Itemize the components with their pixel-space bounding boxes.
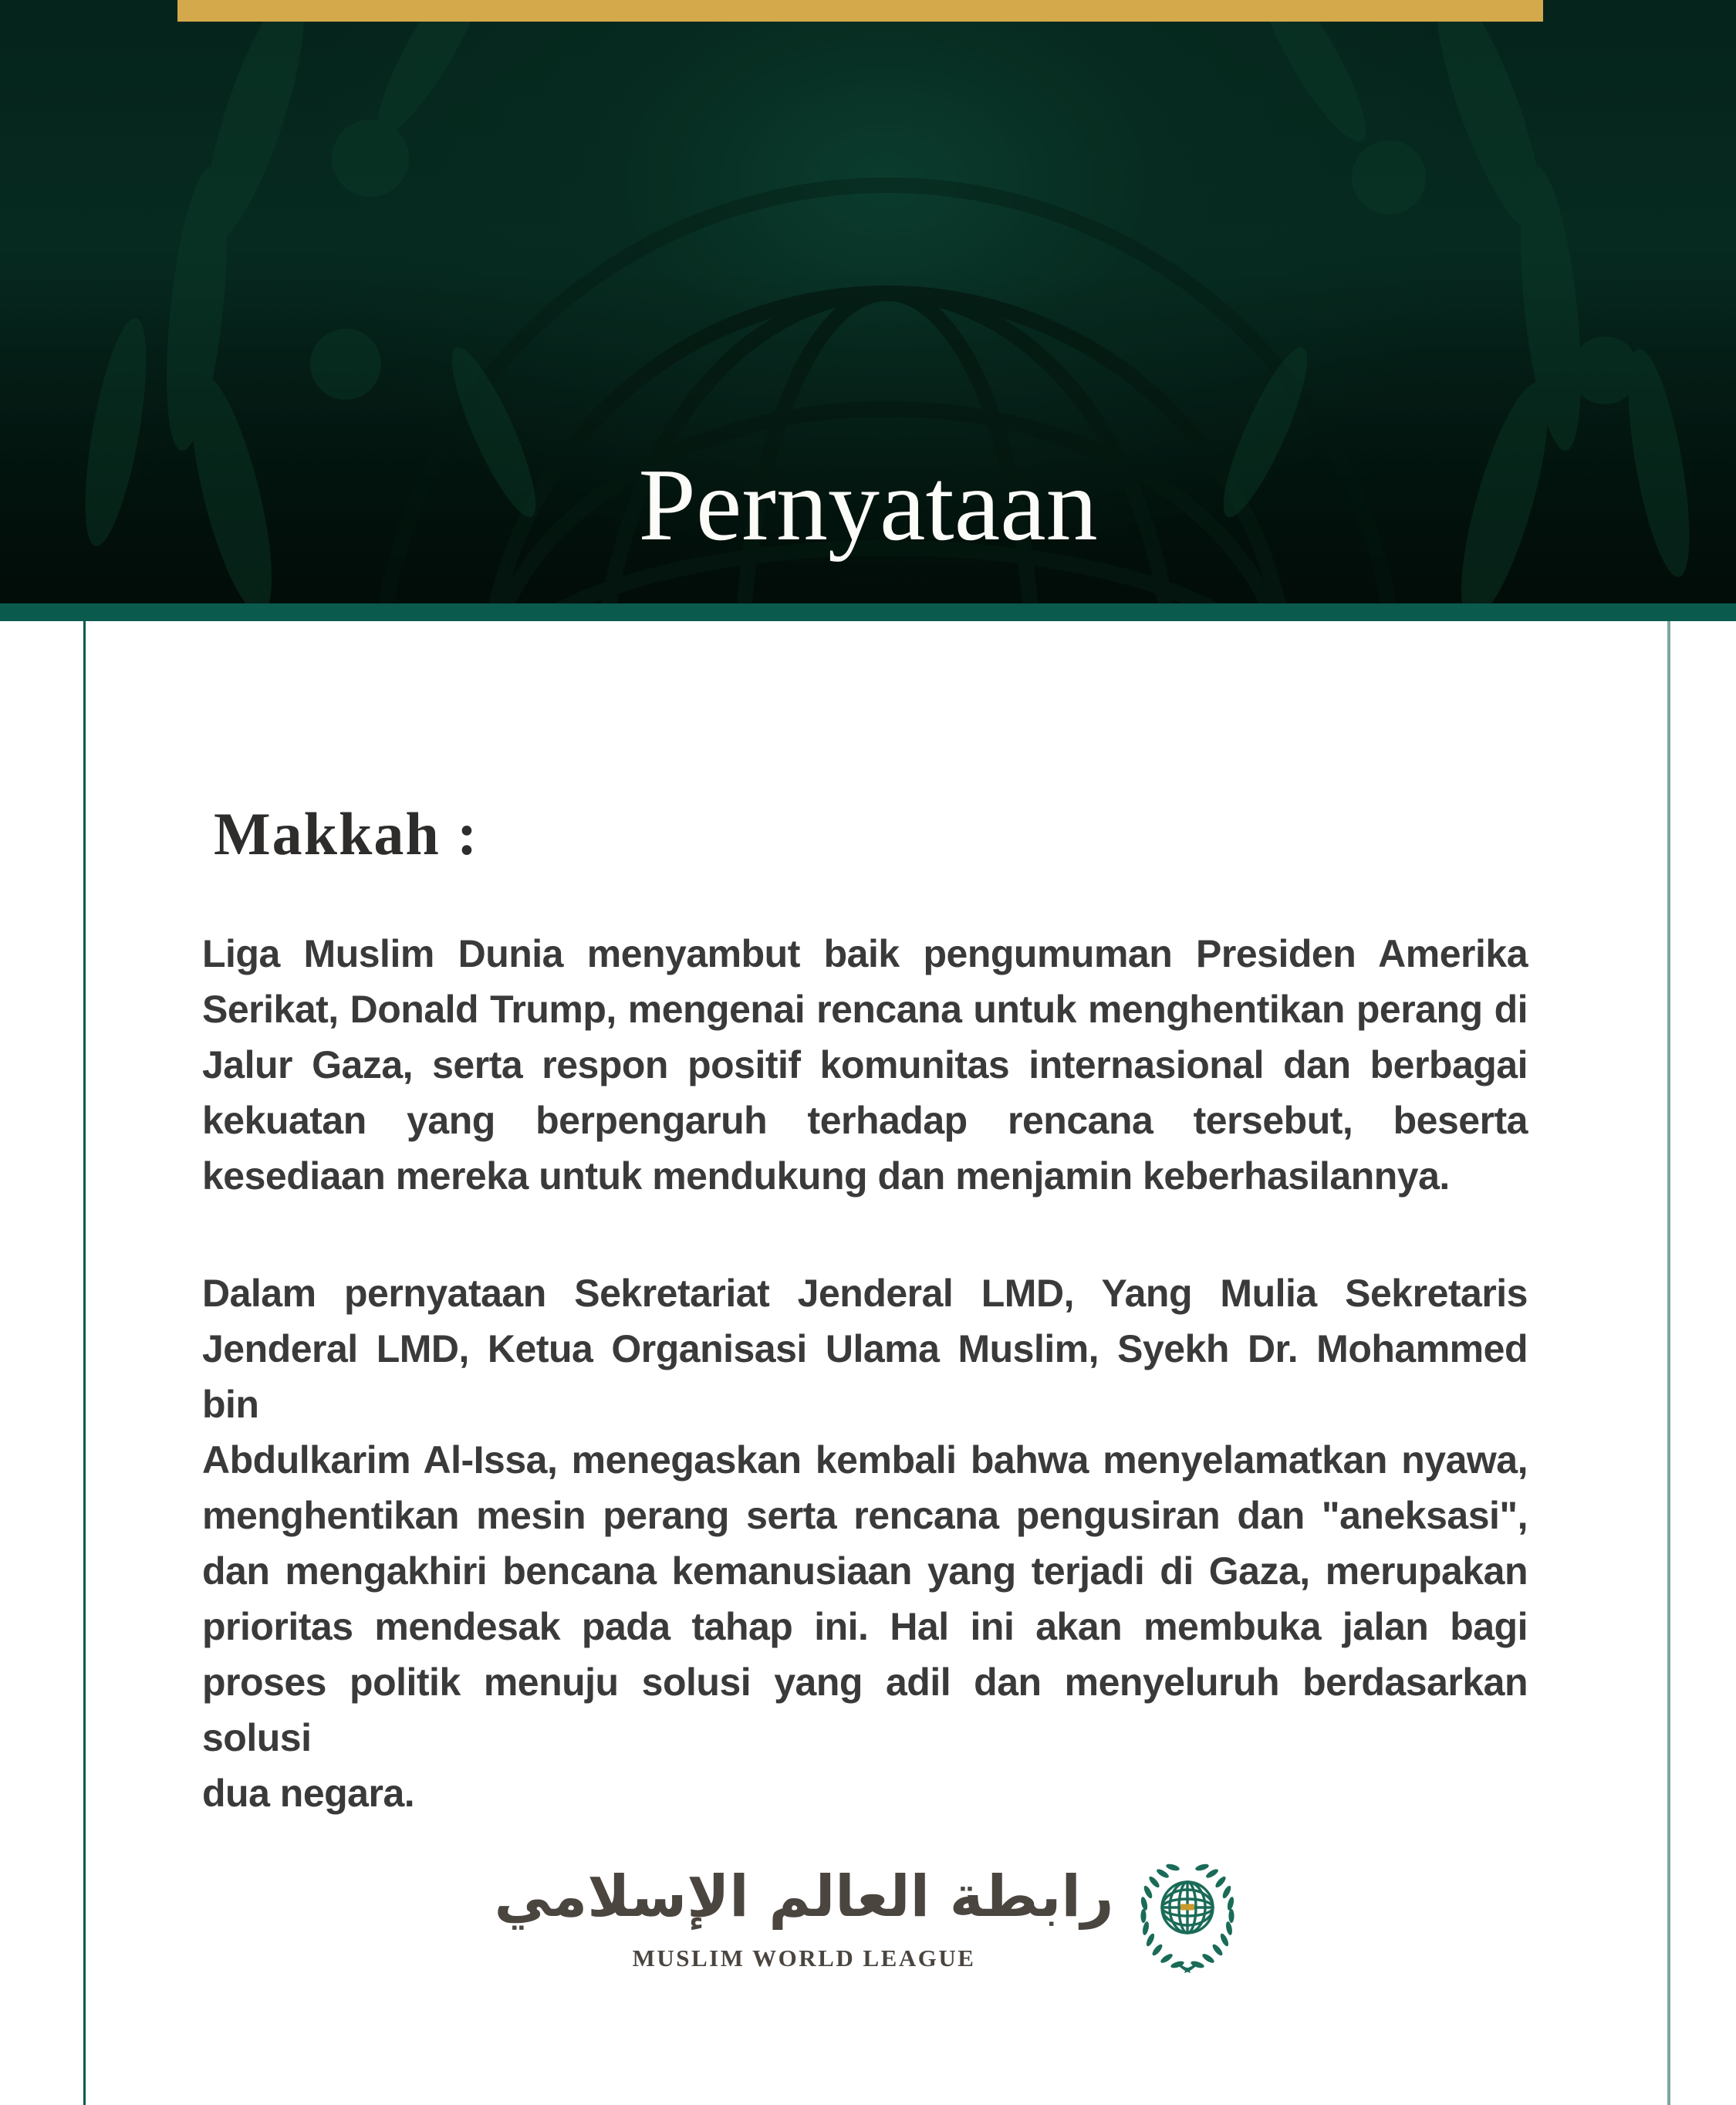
header-banner: [0, 0, 1736, 603]
paragraph-line: Jenderal LMD, Ketua Organisasi Ulama Muslim, Syekh Dr. Mohammed bin: [202, 1327, 1528, 1426]
logo-text-column: [495, 1855, 1114, 1972]
header-bottom-strip: [0, 603, 1736, 621]
logo-arabic-calligraphy: رابطة العالم الإسلامي: [494, 1863, 1114, 1930]
location-heading: Makkah :: [214, 800, 479, 867]
paragraph-line: proses politik menuju solusi yang adil dan menyeluruh berdasarkan solusi: [202, 1661, 1528, 1759]
paragraph-line: dan mengakhiri bencana kemanusiaan yang terjadi di Gaza, merupakan: [202, 1549, 1528, 1593]
kaaba-gold-band: [1180, 1904, 1194, 1911]
paragraph-line: kekuatan yang berpengaruh terhadap rencana tersebut, beserta: [202, 1099, 1528, 1142]
logo-caption: MUSLIM WORLD LEAGUE: [632, 1945, 976, 1972]
paragraph-line: Serikat, Donald Trump, mengenai rencana untuk menghentikan perang di: [202, 988, 1528, 1031]
page-title: Pernyataan: [638, 448, 1098, 562]
paragraph: [202, 926, 1528, 1204]
paragraph: [202, 1265, 1528, 1821]
paragraph-line: Jalur Gaza, serta respon positif komunitas internasional dan berbagai: [202, 1043, 1528, 1086]
paragraph-line: Abdulkarim Al-Issa, menegaskan kembali bahwa menyelamatkan nyawa,: [202, 1438, 1528, 1482]
globe-wreath-icon: [1133, 1858, 1241, 1975]
gold-accent-bar: [177, 0, 1543, 22]
paragraph-line: prioritas mendesak pada tahap ini. Hal ini akan membuka jalan bagi: [202, 1605, 1528, 1648]
paragraph-line: Dalam pernyataan Sekretariat Jenderal LMD, Yang Mulia Sekretaris: [202, 1272, 1528, 1315]
body-paragraphs: [202, 926, 1528, 1883]
paragraph-line: kesediaan mereka untuk mendukung dan menjamin keberhasilannya.: [202, 1154, 1450, 1198]
paragraph-line: Liga Muslim Dunia menyambut baik pengumuman Presiden Amerika: [202, 932, 1528, 975]
paragraph-line: dua negara.: [202, 1772, 415, 1815]
muslim-world-league-logo: [0, 1855, 1736, 1975]
paragraph-line: menghentikan mesin perang serta rencana pengusiran dan "aneksasi",: [202, 1494, 1528, 1537]
